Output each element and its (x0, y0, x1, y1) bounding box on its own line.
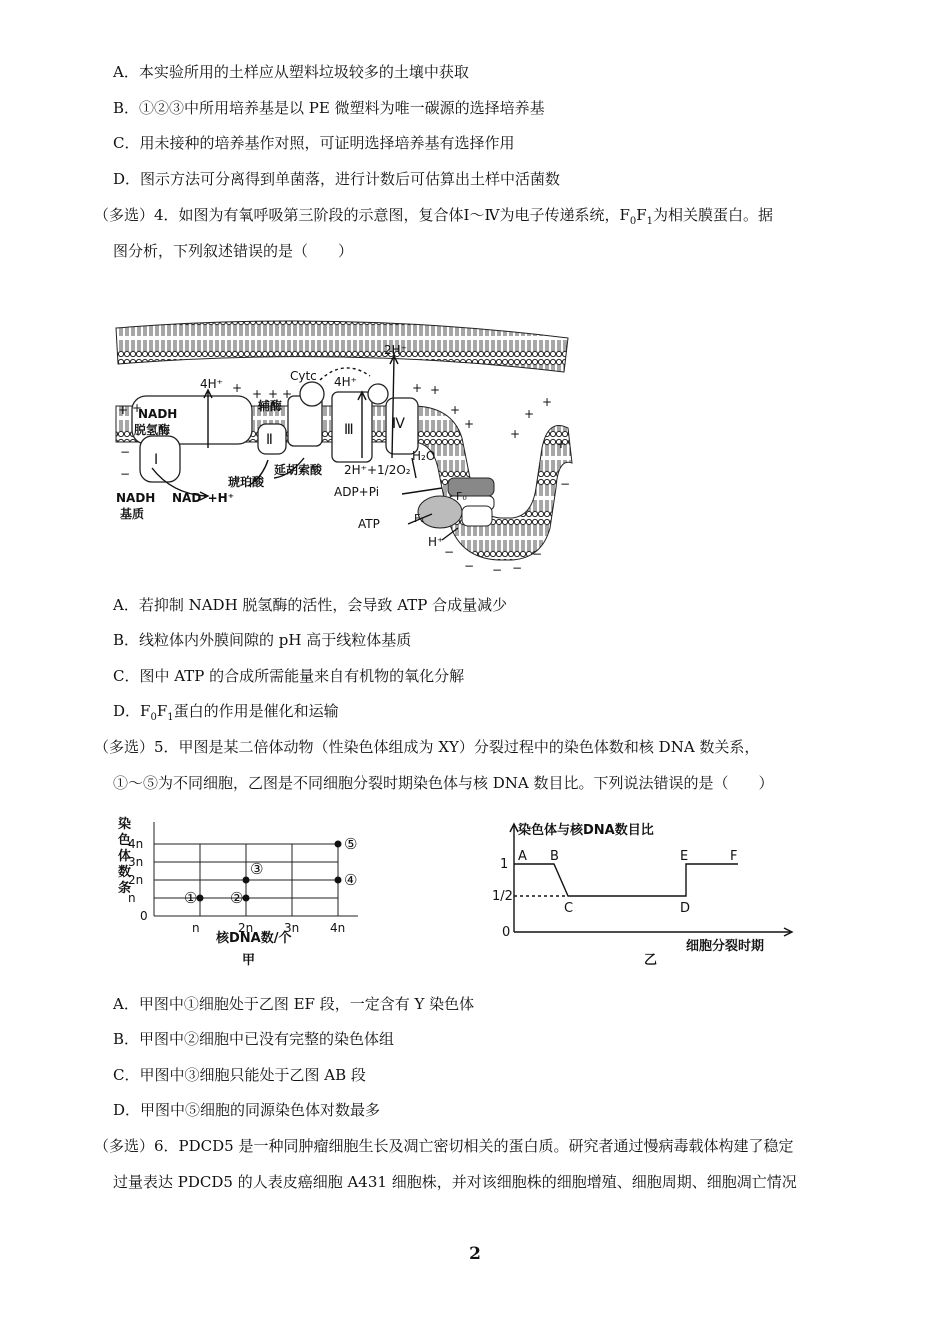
yi-point-e: E (680, 849, 689, 864)
q5-option-c: C．甲图中③细胞只能处于乙图 AB 段 (113, 1066, 366, 1084)
label-matrix: 基质 (120, 507, 145, 521)
q3-option-d: D．图示方法可分离得到单菌落，进行计数后可估算出土样中活菌数 (113, 170, 561, 188)
yi-caption: 乙 (644, 953, 658, 968)
svg-text:−: − (492, 563, 503, 577)
label-4h-1: 4H⁺ (200, 377, 223, 391)
jia-point (335, 841, 342, 848)
jia-ylabel-2: 色 (118, 833, 132, 848)
svg-text:+: + (412, 381, 423, 395)
label-nadh: NADH (116, 491, 156, 505)
label-o2: 2H⁺+1/2O₂ (344, 463, 411, 477)
svg-text:+: + (252, 387, 263, 401)
yi-ytick-half: 1/2 (492, 889, 513, 904)
label-f0: F₀ (456, 490, 467, 503)
q6-stem-line2: 过量表达 PDCD5 的人表皮癌细胞 A431 细胞株，并对该细胞株的细胞增殖、细胞周期、细胞凋亡情况 (113, 1173, 797, 1191)
svg-text:+: + (542, 395, 553, 409)
label-h2o: H₂O (412, 449, 436, 463)
jia-xtick: 4n (330, 921, 346, 935)
yi-point-b: B (550, 849, 559, 864)
jia-point-label: ② (230, 889, 244, 907)
label-nad: NAD⁺+H⁺ (172, 491, 235, 505)
label-complex-4: Ⅳ (392, 416, 405, 432)
svg-text:+: + (132, 401, 143, 415)
jia-xtick: n (192, 921, 200, 935)
jia-ylabel-1: 染 (118, 817, 132, 832)
svg-text:+: + (268, 387, 279, 401)
label-complex-1: Ⅰ (154, 452, 159, 468)
q3-option-c: C．用未接种的培养基作对照，可证明选择培养基有选择作用 (113, 134, 515, 152)
jia-ytick: 3n (128, 855, 144, 869)
jia-point (243, 895, 250, 902)
label-complex-3: Ⅲ (344, 422, 354, 438)
jia-ylabel-5: 条 (118, 881, 132, 896)
label-succinate: 琥珀酸 (228, 475, 265, 489)
q4-stem: （多选）4．如图为有氧呼吸第三阶段的示意图，复合体Ⅰ～Ⅳ为电子传递系统，$F_0F_1$为相关膜蛋白。据 (94, 206, 774, 227)
chart-yi (490, 812, 810, 972)
q4-option-d: D．$F_0F_1$蛋白的作用是催化和运输 (113, 702, 339, 723)
svg-text:+: + (232, 381, 243, 395)
svg-text:−: − (464, 559, 475, 573)
yi-point-d: D (680, 901, 691, 916)
label-fumarate: 延胡索酸 (274, 463, 323, 477)
svg-text:−: − (512, 561, 523, 575)
jia-ytick: n (128, 891, 136, 905)
q4-option-c: C．图中 ATP 的合成所需能量来自有机物的氧化分解 (113, 667, 465, 685)
chart-jia (108, 812, 378, 972)
label-coenzyme: 辅酶 (258, 399, 283, 413)
q4-option-b: B．线粒体内外膜间隙的 pH 高于线粒体基质 (113, 631, 412, 649)
label-adp: ADP+Pi (334, 485, 380, 499)
jia-point-label: ⑤ (344, 835, 358, 853)
q5-stem-line2: ①～⑤为不同细胞，乙图是不同细胞分裂时期染色体与核 DNA 数目比。下列说法错误的是（ ） (113, 774, 774, 792)
label-2h: 2H⁺ (384, 343, 407, 357)
jia-ytick: 2n (128, 873, 144, 887)
jia-point (197, 895, 204, 902)
yi-point-a: A (518, 849, 527, 864)
jia-point (243, 877, 250, 884)
page-number: 2 (469, 1244, 481, 1264)
yi-point-c: C (564, 901, 574, 916)
yi-origin: 0 (502, 925, 511, 940)
label-cytc: Cytc (290, 369, 317, 383)
jia-ylabel-4: 数 (118, 865, 132, 880)
jia-ylabel-3: 体 (118, 849, 132, 864)
q4-option-a: A．若抑制 NADH 脱氢酶的活性，会导致 ATP 合成量减少 (113, 596, 508, 614)
q3-option-b: B．①②③中所用培养基是以 PE 微塑料为唯一碳源的选择培养基 (113, 99, 545, 117)
jia-point-label: ④ (344, 871, 358, 889)
svg-text:−: − (560, 477, 571, 491)
jia-point (335, 877, 342, 884)
jia-ytick: 0 (140, 909, 148, 923)
yi-point-f: F (730, 849, 738, 864)
jia-ytick: 4n (128, 837, 144, 851)
q4-stem-line2: 图分析，下列叙述错误的是（ ） (113, 242, 354, 260)
svg-text:+: + (556, 437, 567, 451)
jia-point-label: ① (184, 889, 198, 907)
jia-point-label: ③ (250, 860, 264, 878)
q5-option-d: D．甲图中⑤细胞的同源染色体对数最多 (113, 1101, 381, 1119)
q3-option-a: A．本实验所用的土样应从塑料垃圾较多的土壤中获取 (113, 63, 469, 81)
svg-text:+: + (510, 427, 521, 441)
svg-text:+: + (464, 417, 475, 431)
label-atp: ATP (358, 517, 380, 531)
jia-xtick: 2n (238, 921, 254, 935)
svg-text:+: + (430, 383, 441, 397)
yi-ytick-1: 1 (500, 857, 509, 872)
q5-stem: （多选）5．甲图是某二倍体动物（性染色体组成为 XY）分裂过程中的染色体数和核 DNA 数关系， (94, 738, 760, 756)
svg-text:+: + (524, 407, 535, 421)
svg-text:−: − (120, 467, 131, 481)
jia-xlabel: 核DNA数/个 (216, 931, 292, 946)
label-complex-2: Ⅱ (266, 432, 273, 448)
q5-option-a: A．甲图中①细胞处于乙图 EF 段，一定含有 Y 染色体 (113, 995, 475, 1013)
respiration-diagram (112, 318, 582, 580)
label-nadh-enzyme2: 脱氢酶 (134, 423, 171, 437)
svg-text:+: + (118, 403, 129, 417)
jia-xtick: 3n (284, 921, 300, 935)
label-4h-2: 4H⁺ (334, 375, 357, 389)
label-h-plus: H⁺ (428, 535, 444, 549)
label-f1: F₁ (414, 512, 425, 525)
label-nadh-enzyme1: NADH (138, 407, 178, 421)
svg-text:+: + (282, 387, 293, 401)
svg-text:−: − (120, 445, 131, 459)
jia-caption: 甲 (242, 953, 256, 968)
yi-ylabel: 染色体与核DNA数目比 (518, 823, 654, 838)
q6-stem: （多选）6．PDCD5 是一种同肿瘤细胞生长及凋亡密切相关的蛋白质。研究者通过慢病毒载体构建了稳定 (94, 1137, 794, 1155)
svg-text:+: + (450, 403, 461, 417)
svg-text:−: − (444, 545, 455, 559)
q5-option-b: B．甲图中②细胞中已没有完整的染色体组 (113, 1030, 395, 1048)
yi-xlabel: 细胞分裂时期 (686, 939, 765, 954)
svg-text:−: − (532, 547, 543, 561)
